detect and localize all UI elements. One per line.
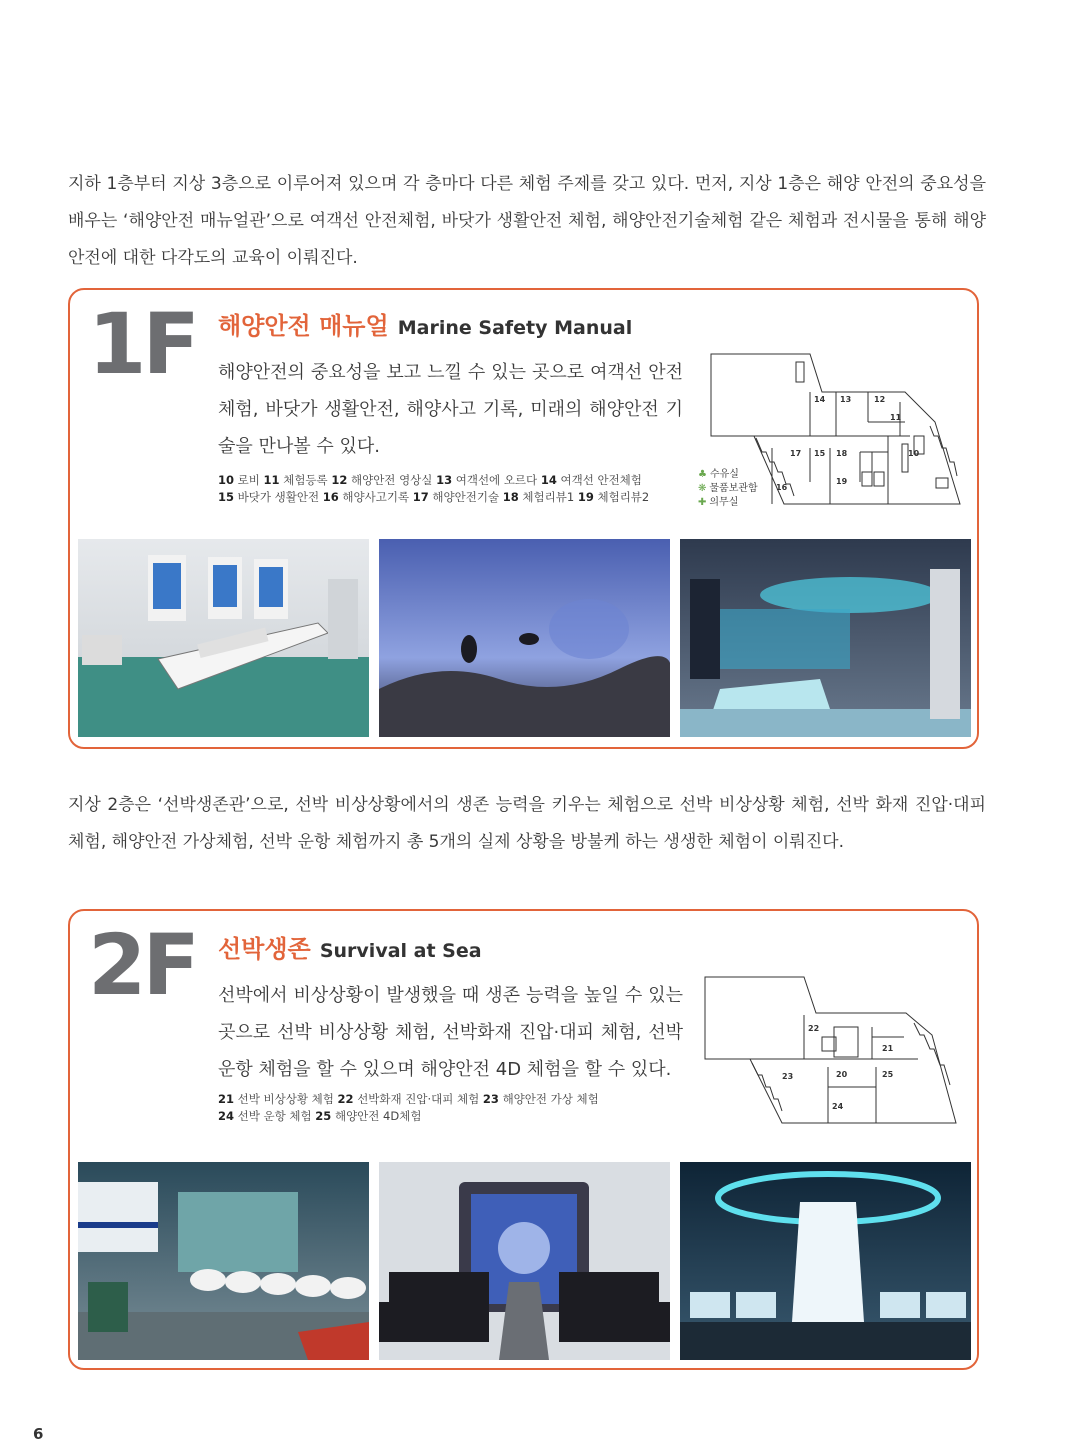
legend-name: 해양안전 영상실 xyxy=(350,473,433,487)
legend-name: 여객선 안전체험 xyxy=(560,473,642,487)
nursing-room-icon: ♣ xyxy=(698,469,707,480)
legend-num: 19 xyxy=(577,490,594,504)
map-label: 22 xyxy=(808,1024,820,1033)
legend-name: 여객선에 오르다 xyxy=(455,473,538,487)
legend-name: 로비 xyxy=(237,473,260,487)
legend-num: 15 xyxy=(218,490,235,504)
floor-2-title-en: Survival at Sea xyxy=(319,940,482,962)
legend-num: 11 xyxy=(263,473,280,487)
legend-name: 바닷가 생활안전 xyxy=(237,490,320,504)
floor-1-map xyxy=(710,352,965,510)
legend-num: 10 xyxy=(218,473,235,487)
legend-num: 22 xyxy=(337,1092,354,1106)
legend-num: 18 xyxy=(502,490,519,504)
map-label: 12 xyxy=(874,395,886,404)
floor-2-title xyxy=(218,929,482,964)
legend-name: 체험리뷰1 xyxy=(522,490,575,504)
locker-icon: ❋ xyxy=(698,483,707,494)
photo-exhibition-hall xyxy=(680,539,971,737)
legend-name: 해양안전기술 xyxy=(432,490,500,504)
map-label: 17 xyxy=(790,449,802,458)
facility-label: 의무실 xyxy=(709,497,739,508)
legend-name: 해양안전 가상 체험 xyxy=(502,1092,599,1106)
map-label: 18 xyxy=(836,449,848,458)
map-label: 16 xyxy=(776,483,788,492)
legend-name: 체험리뷰2 xyxy=(597,490,650,504)
floor-2-legend xyxy=(218,1091,599,1125)
intro-paragraph-2: 지상 2층은 ‘선박생존관’으로, 선박 비상상황에서의 생존 능력을 키우는 체험으로 선박 비상상황 체험, 선박 화재 진압·대피체험, 해양안전 가상체험, 선박 운항 체험까지 총 5개의 실제 상황을 방불케 하는 생생한 체험이 이뤄진다. xyxy=(68,795,986,852)
legend-name: 해양사고기록 xyxy=(342,490,410,504)
page-number: 6 xyxy=(33,1425,44,1443)
photo-ship-navigation-experience xyxy=(680,1162,971,1360)
floor-1-title-ko: 해양안전 매뉴얼 xyxy=(218,312,389,340)
map-label: 20 xyxy=(836,1070,848,1079)
facility-label: 수유실 xyxy=(709,469,739,480)
floor-1-legend-line-2 xyxy=(218,489,649,506)
photo-underwater-diorama xyxy=(379,539,670,737)
floor-2-legend-line-1 xyxy=(218,1091,599,1108)
floor-1-label: 1F xyxy=(88,295,196,393)
floor-1-legend-line-1 xyxy=(218,472,649,489)
map-label: 11 xyxy=(890,413,902,422)
floor-1-description: 해양안전의 중요성을 보고 느낄 수 있는 곳으로 여객선 안전체험, 바닷가 생활안전, 해양사고 기록, 미래의 해양안전 기술을 만나볼 수 있다. xyxy=(218,362,683,457)
floor-2-legend-line-2 xyxy=(218,1108,599,1125)
map-label: 14 xyxy=(814,395,826,404)
map-label: 21 xyxy=(882,1044,894,1053)
legend-num: 25 xyxy=(315,1109,332,1123)
map-label: 10 xyxy=(908,449,920,458)
legend-name: 선박화재 진압·대피 체험 xyxy=(357,1092,480,1106)
map-label: 15 xyxy=(814,449,826,458)
intro-paragraph-1: 지하 1층부터 지상 3층으로 이루어져 있으며 각 층마다 다른 체험 주제를 갖고 있다. 먼저, 지상 1층은 해양 안전의 중요성을 배우는 ‘해양안전 매뉴얼관’으로 여객선 안전체험, 바닷가 생활안전 체험, 해양안전기술체험 같은 체험과 전시물을 통해 해양안전에 대한 다각도의 교육이 이뤄진다. xyxy=(68,174,986,268)
map-label: 19 xyxy=(836,477,848,486)
legend-num: 21 xyxy=(218,1092,235,1106)
photo-ship-emergency-experience xyxy=(78,1162,369,1360)
medical-icon: ✚ xyxy=(698,497,707,508)
legend-num: 12 xyxy=(331,473,348,487)
map-label: 24 xyxy=(832,1102,844,1111)
legend-num: 14 xyxy=(540,473,557,487)
photo-4d-theater xyxy=(379,1162,670,1360)
floor-2-label: 2F xyxy=(88,916,196,1014)
photo-passenger-ship-experience xyxy=(78,539,369,737)
legend-num: 17 xyxy=(412,490,429,504)
legend-num: 16 xyxy=(322,490,339,504)
floor-2-description: 선박에서 비상상황이 발생했을 때 생존 능력을 높일 수 있는 곳으로 선박 비상상황 체험, 선박화재 진압·대피 체험, 선박운항 체험을 할 수 있으며 해양안전 4D 체험을 할 수 있다. xyxy=(218,985,683,1080)
facility-label: 물품보관함 xyxy=(709,483,758,494)
legend-name: 선박 운항 체험 xyxy=(237,1109,312,1123)
map-label: 23 xyxy=(782,1072,794,1081)
legend-num: 23 xyxy=(482,1092,499,1106)
legend-name: 체험등록 xyxy=(283,473,328,487)
floor-2-map xyxy=(704,975,959,1127)
legend-name: 선박 비상상황 체험 xyxy=(237,1092,334,1106)
floor-1-title-en: Marine Safety Manual xyxy=(397,317,633,339)
map-label: 13 xyxy=(840,395,852,404)
floor-1-section xyxy=(68,288,979,749)
floor-1-legend xyxy=(218,472,649,506)
floor-2-title-ko: 선박생존 xyxy=(218,935,311,963)
floor-1-title xyxy=(218,306,632,341)
floor-2-section xyxy=(68,909,979,1370)
legend-num: 24 xyxy=(218,1109,235,1123)
legend-name: 해양안전 4D체험 xyxy=(334,1109,422,1123)
map-label: 25 xyxy=(882,1070,894,1079)
legend-num: 13 xyxy=(436,473,453,487)
